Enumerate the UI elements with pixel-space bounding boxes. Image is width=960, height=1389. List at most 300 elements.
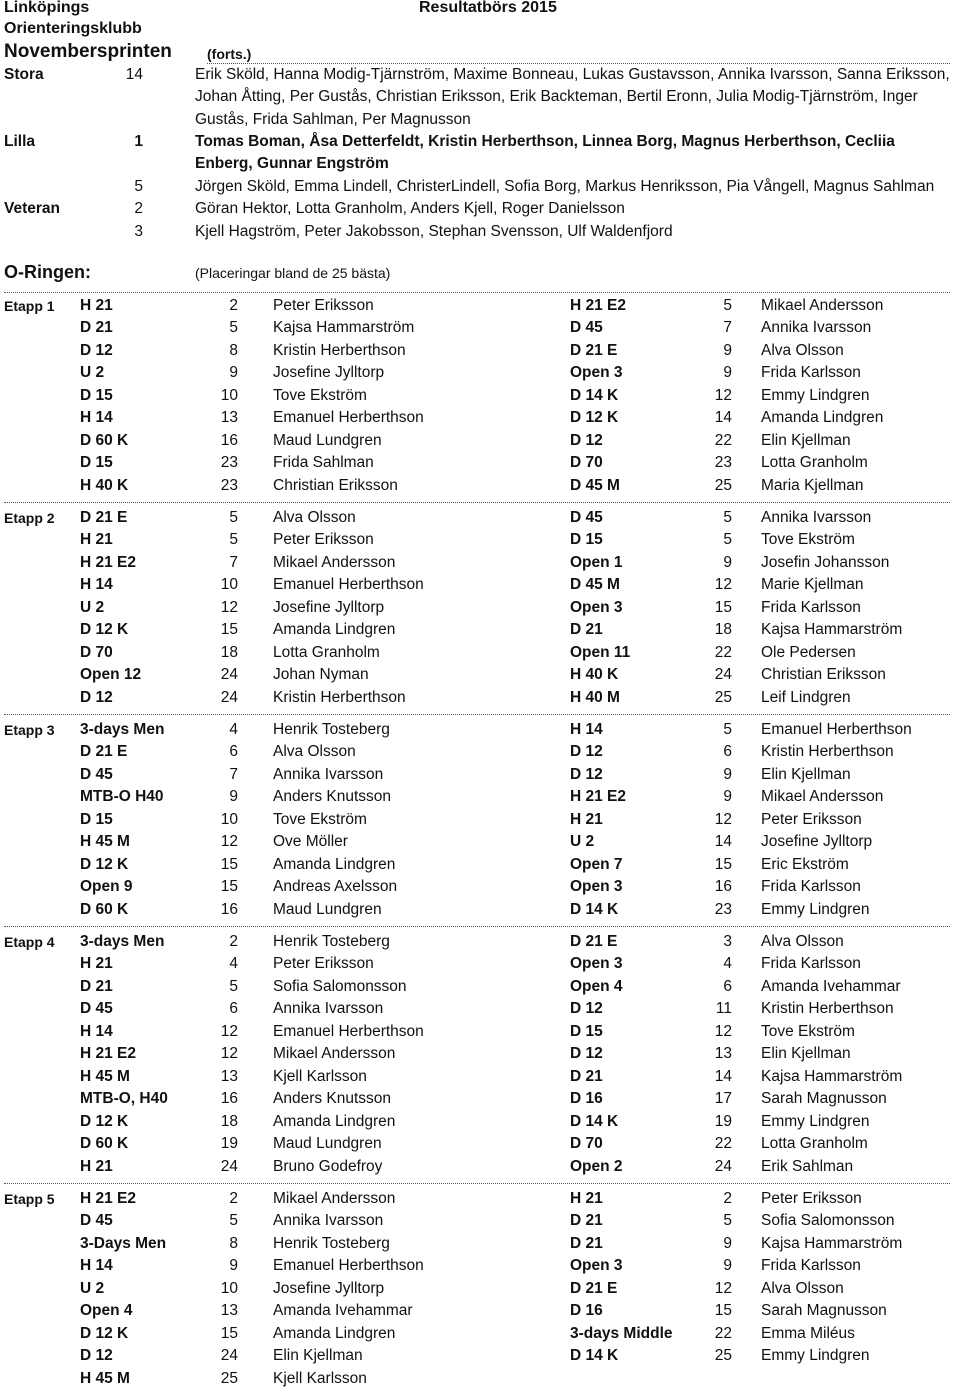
placement: 3 — [723, 933, 732, 950]
placement: 5 — [723, 721, 732, 738]
group-place: 2 — [134, 200, 143, 217]
runner-name: Alva Olsson — [761, 341, 844, 359]
class-name: D 45 — [80, 765, 113, 783]
placement: 19 — [714, 1112, 732, 1130]
runner-name: Kajsa Hammarström — [761, 1067, 903, 1085]
placement: 5 — [723, 531, 732, 549]
placement: 2 — [229, 933, 238, 950]
class-name: 3-days Middle — [570, 1324, 673, 1342]
placement: 16 — [220, 1090, 238, 1108]
class-name: H 45 M — [80, 1067, 130, 1085]
runner-name: Maud Lundgren — [273, 1135, 382, 1153]
class-name: D 60 K — [80, 431, 129, 449]
runner-name: Elin Kjellman — [273, 1347, 363, 1365]
placement: 9 — [723, 1234, 732, 1252]
placement: 18 — [220, 1112, 238, 1130]
runner-name: Eric Ekström — [761, 855, 849, 873]
placement: 9 — [723, 341, 732, 359]
runner-name: Mikael Andersson — [761, 297, 884, 314]
runner-name: Kristin Herberthson — [761, 1000, 894, 1018]
runner-name: Henrik Tosteberg — [273, 933, 390, 950]
runner-name: Emmy Lindgren — [761, 386, 870, 404]
placement: 9 — [723, 553, 732, 571]
placement: 6 — [229, 1000, 238, 1018]
class-name: 3-Days Men — [80, 1234, 167, 1252]
runner-name: Emanuel Herberthson — [273, 1022, 424, 1040]
runner-name: Sofia Salomonsson — [273, 977, 407, 995]
class-name: D 45 — [570, 319, 603, 337]
class-name: D 12 — [80, 688, 113, 706]
class-name: Open 7 — [570, 855, 623, 873]
document-title: Resultatbörs 2015 — [419, 0, 557, 16]
placement: 8 — [229, 1234, 238, 1252]
placement: 6 — [723, 743, 732, 761]
class-name: D 14 K — [570, 900, 619, 918]
placement: 7 — [229, 553, 238, 571]
placement: 23 — [714, 900, 732, 918]
runner-name: Kajsa Hammarström — [761, 1234, 903, 1252]
placement: 12 — [220, 833, 238, 851]
runner-name: Josefine Jylltorp — [273, 598, 385, 616]
class-name: D 21 — [80, 977, 113, 995]
placement: 9 — [723, 765, 732, 783]
placement: 5 — [229, 509, 238, 526]
class-name: H 40 M — [570, 688, 620, 706]
stage-label: Etapp 5 — [4, 1191, 55, 1207]
placement: 4 — [723, 955, 732, 973]
runner-name: Josefine Jylltorp — [273, 1279, 385, 1297]
runner-name: Amanda Lindgren — [273, 1112, 396, 1130]
runner-name: Emanuel Herberthson — [761, 721, 912, 738]
placement: 5 — [229, 1212, 238, 1230]
placement: 13 — [220, 1067, 238, 1085]
class-name: D 12 K — [570, 409, 619, 427]
class-name: Open 12 — [80, 666, 142, 684]
class-name: MTB-O H40 — [80, 788, 164, 806]
group-place: 5 — [134, 178, 143, 195]
placement: 15 — [220, 878, 238, 896]
class-name: Open 1 — [570, 553, 623, 571]
class-name: D 21 — [80, 319, 113, 337]
runner-name: Josefin Johansson — [761, 553, 890, 571]
placement: 5 — [229, 531, 238, 549]
group-place: 14 — [125, 66, 143, 83]
group-members-line: Enberg, Gunnar Engström — [195, 155, 389, 173]
runner-name: Amanda Lindgren — [273, 855, 396, 873]
runner-name: Josefine Jylltorp — [273, 364, 385, 382]
stage-separator — [4, 714, 950, 715]
runner-name: Alva Olsson — [761, 1279, 844, 1297]
group-members-line: Tomas Boman, Åsa Detterfeldt, Kristin Herberthson, Linnea Borg, Magnus Herberthson, Cecliia — [195, 133, 895, 150]
placement: 9 — [229, 788, 238, 806]
club-name-line1: Linköpings — [4, 0, 90, 16]
continued-note: (forts.) — [207, 46, 252, 62]
class-name: H 21 — [80, 297, 113, 314]
class-name: Open 4 — [80, 1302, 133, 1320]
class-name: H 21 E2 — [80, 553, 137, 571]
group-members-line: Göran Hektor, Lotta Granholm, Anders Kjell, Roger Danielsson — [195, 200, 625, 217]
header-rule — [207, 63, 950, 64]
class-name: 3-days Men — [80, 721, 165, 738]
placement: 5 — [723, 509, 732, 526]
runner-name: Peter Eriksson — [273, 531, 374, 549]
placement: 9 — [723, 1257, 732, 1275]
runner-name: Sarah Magnusson — [761, 1302, 887, 1320]
class-name: D 12 — [80, 1347, 113, 1365]
club-name-line2: Orienteringsklubb — [4, 20, 142, 37]
runner-name: Frida Karlsson — [761, 955, 861, 973]
group-members-line: Erik Sköld, Hanna Modig-Tjärnström, Maxime Bonneau, Lukas Gustavsson, Annika Ivarsson, Sanna Eriksson, — [195, 66, 950, 83]
runner-name: Alva Olsson — [761, 933, 844, 950]
class-name: D 70 — [80, 643, 113, 661]
class-name: D 21 — [570, 621, 603, 639]
group-label: Lilla — [4, 133, 36, 150]
placement: 5 — [723, 297, 732, 314]
class-name: H 14 — [80, 1022, 113, 1040]
runner-name: Kajsa Hammarström — [273, 319, 415, 337]
runner-name: Elin Kjellman — [761, 431, 851, 449]
runner-name: Annika Ivarsson — [273, 1000, 384, 1018]
placement: 12 — [220, 1045, 238, 1063]
runner-name: Mikael Andersson — [273, 1190, 396, 1207]
runner-name: Christian Eriksson — [761, 666, 886, 684]
placement: 2 — [723, 1190, 732, 1207]
placement: 25 — [714, 476, 732, 494]
class-name: D 60 K — [80, 1135, 129, 1153]
placement: 16 — [220, 900, 238, 918]
runner-name: Leif Lindgren — [761, 688, 851, 706]
runner-name: Tove Ekström — [273, 810, 367, 828]
runner-name: Mikael Andersson — [273, 1045, 396, 1063]
placement: 8 — [229, 341, 238, 359]
runner-name: Anders Knutsson — [273, 788, 392, 806]
runner-name: Peter Eriksson — [273, 955, 374, 973]
class-name: H 45 M — [80, 1369, 130, 1387]
runner-name: Henrik Tosteberg — [273, 1234, 390, 1252]
placement: 16 — [220, 431, 238, 449]
placement: 24 — [714, 666, 732, 684]
class-name: D 21 E — [570, 341, 618, 359]
class-name: D 14 K — [570, 1347, 619, 1365]
class-name: D 21 E — [80, 509, 128, 526]
runner-name: Amanda Lindgren — [273, 1324, 396, 1342]
class-name: Open 3 — [570, 598, 623, 616]
event-title: Novembersprinten — [4, 41, 172, 62]
class-name: U 2 — [80, 1279, 105, 1297]
class-name: D 60 K — [80, 900, 129, 918]
runner-name: Frida Karlsson — [761, 598, 861, 616]
runner-name: Frida Karlsson — [761, 1257, 861, 1275]
class-name: Open 2 — [570, 1157, 623, 1175]
placement: 22 — [714, 643, 732, 661]
class-name: D 15 — [80, 810, 113, 828]
runner-name: Mikael Andersson — [273, 553, 396, 571]
class-name: 3-days Men — [80, 933, 165, 950]
placement: 6 — [229, 743, 238, 761]
runner-name: Sofia Salomonsson — [761, 1212, 895, 1230]
placement: 12 — [714, 1022, 732, 1040]
runner-name: Emanuel Herberthson — [273, 409, 424, 427]
oringen-title: O-Ringen: — [4, 262, 91, 282]
placement: 19 — [220, 1135, 238, 1153]
runner-name: Kjell Karlsson — [273, 1369, 367, 1387]
oringen-note: (Placeringar bland de 25 bästa) — [195, 265, 391, 281]
runner-name: Emmy Lindgren — [761, 900, 870, 918]
placement: 15 — [714, 598, 732, 616]
class-name: D 15 — [80, 454, 113, 472]
runner-name: Lotta Granholm — [273, 643, 380, 661]
placement: 9 — [723, 364, 732, 382]
class-name: U 2 — [80, 364, 105, 382]
group-members-line: Gustås, Frida Sahlman, Per Magnusson — [195, 110, 471, 128]
runner-name: Bruno Godefroy — [273, 1157, 383, 1175]
placement: 6 — [723, 977, 732, 995]
placement: 9 — [229, 1257, 238, 1275]
class-name: H 21 — [80, 1157, 113, 1175]
class-name: D 21 E — [570, 933, 618, 950]
class-name: D 14 K — [570, 1112, 619, 1130]
class-name: D 12 — [570, 765, 603, 783]
runner-name: Amanda Lindgren — [761, 409, 884, 427]
class-name: D 12 — [570, 1000, 603, 1018]
class-name: H 21 E2 — [570, 297, 627, 314]
runner-name: Elin Kjellman — [761, 1045, 851, 1063]
runner-name: Christian Eriksson — [273, 476, 398, 494]
group-members-line: Kjell Hagström, Peter Jakobsson, Stephan Svensson, Ulf Waldenfjord — [195, 223, 673, 240]
class-name: D 21 E — [570, 1279, 618, 1297]
placement: 12 — [714, 810, 732, 828]
placement: 15 — [220, 621, 238, 639]
runner-name: Emmy Lindgren — [761, 1112, 870, 1130]
class-name: H 14 — [80, 576, 113, 594]
class-name: D 15 — [570, 1022, 603, 1040]
runner-name: Frida Karlsson — [761, 364, 861, 382]
placement: 15 — [714, 855, 732, 873]
class-name: Open 4 — [570, 977, 623, 995]
runner-name: Maud Lundgren — [273, 900, 382, 918]
stage-label: Etapp 1 — [4, 298, 55, 314]
placement: 10 — [220, 810, 238, 828]
runner-name: Peter Eriksson — [273, 297, 374, 314]
placement: 13 — [714, 1045, 732, 1063]
runner-name: Kristin Herberthson — [761, 743, 894, 761]
group-label: Veteran — [4, 200, 61, 217]
runner-name: Tove Ekström — [273, 386, 367, 404]
class-name: H 14 — [570, 721, 603, 738]
runner-name: Annika Ivarsson — [273, 765, 384, 783]
class-name: D 45 — [80, 1000, 113, 1018]
placement: 24 — [714, 1157, 732, 1175]
placement: 12 — [220, 598, 238, 616]
placement: 13 — [220, 409, 238, 427]
placement: 2 — [229, 1190, 238, 1207]
class-name: D 21 — [570, 1234, 603, 1252]
runner-name: Amanda Lindgren — [273, 621, 396, 639]
placement: 25 — [714, 688, 732, 706]
section-rule — [4, 292, 950, 293]
class-name: U 2 — [80, 598, 105, 616]
class-name: Open 3 — [570, 955, 623, 973]
runner-name: Peter Eriksson — [761, 810, 862, 828]
runner-name: Elin Kjellman — [761, 765, 851, 783]
runner-name: Alva Olsson — [273, 743, 356, 761]
placement: 22 — [714, 1135, 732, 1153]
placement: 23 — [220, 454, 238, 472]
placement: 10 — [220, 576, 238, 594]
runner-name: Frida Karlsson — [761, 878, 861, 896]
class-name: D 14 K — [570, 386, 619, 404]
class-name: H 21 E2 — [80, 1045, 137, 1063]
runner-name: Lotta Granholm — [761, 1135, 868, 1153]
placement: 24 — [220, 666, 238, 684]
class-name: H 40 K — [80, 476, 129, 494]
placement: 12 — [220, 1022, 238, 1040]
runner-name: Mikael Andersson — [761, 788, 884, 806]
class-name: H 14 — [80, 1257, 113, 1275]
class-name: Open 11 — [570, 643, 631, 661]
class-name: D 12 — [570, 743, 603, 761]
class-name: H 21 — [80, 955, 113, 973]
runner-name: Kristin Herberthson — [273, 341, 406, 359]
class-name: D 45 — [80, 1212, 113, 1230]
runner-name: Anders Knutsson — [273, 1090, 392, 1108]
runner-name: Emanuel Herberthson — [273, 1257, 424, 1275]
placement: 25 — [220, 1369, 238, 1387]
placement: 7 — [229, 765, 238, 783]
class-name: U 2 — [570, 833, 595, 851]
runner-name: Amanda Ivehammar — [761, 977, 901, 995]
placement: 23 — [220, 476, 238, 494]
runner-name: Johan Nyman — [273, 666, 369, 684]
placement: 18 — [714, 621, 732, 639]
runner-name: Andreas Axelsson — [273, 878, 398, 896]
class-name: D 12 K — [80, 1324, 129, 1342]
runner-name: Annika Ivarsson — [273, 1212, 384, 1230]
class-name: Open 3 — [570, 1257, 623, 1275]
class-name: D 12 K — [80, 855, 129, 873]
placement: 25 — [714, 1347, 732, 1365]
stage-separator — [4, 926, 950, 927]
placement: 12 — [714, 1279, 732, 1297]
class-name: D 21 — [570, 1212, 603, 1230]
class-name: D 45 — [570, 509, 603, 526]
class-name: H 21 — [570, 810, 603, 828]
runner-name: Alva Olsson — [273, 509, 356, 526]
runner-name: Emma Miléus — [761, 1324, 855, 1342]
stage-separator — [4, 1183, 950, 1184]
class-name: H 21 E2 — [570, 788, 627, 806]
class-name: H 14 — [80, 409, 113, 427]
stage-label: Etapp 4 — [4, 934, 55, 950]
class-name: H 45 M — [80, 833, 130, 851]
placement: 24 — [220, 1347, 238, 1365]
placement: 4 — [229, 955, 238, 973]
class-name: D 12 — [80, 341, 113, 359]
stage-label: Etapp 2 — [4, 510, 55, 526]
runner-name: Annika Ivarsson — [761, 509, 872, 526]
runner-name: Marie Kjellman — [761, 576, 864, 594]
runner-name: Tove Ekström — [761, 531, 855, 549]
group-label: Stora — [4, 66, 44, 83]
runner-name: Ole Pedersen — [761, 643, 856, 661]
placement: 24 — [220, 688, 238, 706]
class-name: D 70 — [570, 1135, 603, 1153]
stage-separator — [4, 502, 950, 503]
placement: 14 — [714, 409, 732, 427]
placement: 15 — [220, 1324, 238, 1342]
placement: 9 — [723, 788, 732, 806]
class-name: D 70 — [570, 454, 603, 472]
class-name: D 15 — [80, 386, 113, 404]
runner-name: Tove Ekström — [761, 1022, 855, 1040]
runner-name: Emanuel Herberthson — [273, 576, 424, 594]
class-name: D 12 K — [80, 1112, 129, 1130]
class-name: H 21 — [570, 1190, 603, 1207]
placement: 12 — [714, 386, 732, 404]
runner-name: Lotta Granholm — [761, 454, 868, 472]
runner-name: Frida Sahlman — [273, 454, 374, 472]
runner-name: Kjell Karlsson — [273, 1067, 367, 1085]
placement: 2 — [229, 297, 238, 314]
class-name: H 40 K — [570, 666, 619, 684]
group-place: 3 — [134, 223, 143, 240]
placement: 9 — [229, 364, 238, 382]
class-name: MTB-O, H40 — [80, 1090, 168, 1108]
placement: 5 — [723, 1212, 732, 1230]
placement: 11 — [715, 1000, 732, 1018]
placement: 22 — [714, 1324, 732, 1342]
placement: 13 — [220, 1302, 238, 1320]
runner-name: Sarah Magnusson — [761, 1090, 887, 1108]
stage-label: Etapp 3 — [4, 722, 55, 738]
group-members-line: Johan Åtting, Per Gustås, Christian Eriksson, Erik Backteman, Bertil Eronn, Julia Modig-Tjärnström, Inger — [195, 88, 918, 106]
class-name: D 16 — [570, 1090, 603, 1108]
runner-name: Maria Kjellman — [761, 476, 864, 494]
class-name: H 21 E2 — [80, 1190, 137, 1207]
placement: 18 — [220, 643, 238, 661]
placement: 5 — [229, 319, 238, 337]
class-name: D 12 K — [80, 621, 129, 639]
runner-name: Maud Lundgren — [273, 431, 382, 449]
placement: 14 — [714, 833, 732, 851]
placement: 22 — [714, 431, 732, 449]
runner-name: Peter Eriksson — [761, 1190, 862, 1207]
placement: 15 — [220, 855, 238, 873]
runner-name: Josefine Jylltorp — [761, 833, 873, 851]
group-members-line: Jörgen Sköld, Emma Lindell, ChristerLindell, Sofia Borg, Markus Henriksson, Pia Vångell, Magnus Sahlman — [195, 178, 935, 195]
class-name: D 45 M — [570, 576, 620, 594]
placement: 4 — [229, 721, 238, 738]
placement: 10 — [220, 1279, 238, 1297]
class-name: D 12 — [570, 1045, 603, 1063]
placement: 14 — [714, 1067, 732, 1085]
class-name: D 16 — [570, 1302, 603, 1320]
class-name: Open 9 — [80, 878, 133, 896]
placement: 7 — [723, 319, 732, 337]
runner-name: Ove Möller — [273, 833, 348, 851]
runner-name: Emmy Lindgren — [761, 1347, 870, 1365]
runner-name: Amanda Ivehammar — [273, 1302, 413, 1320]
class-name: H 21 — [80, 531, 113, 549]
class-name: Open 3 — [570, 364, 623, 382]
class-name: D 15 — [570, 531, 603, 549]
runner-name: Erik Sahlman — [761, 1157, 854, 1175]
placement: 17 — [714, 1090, 732, 1108]
class-name: Open 3 — [570, 878, 623, 896]
runner-name: Kajsa Hammarström — [761, 621, 903, 639]
placement: 16 — [714, 878, 732, 896]
placement: 15 — [714, 1302, 732, 1320]
